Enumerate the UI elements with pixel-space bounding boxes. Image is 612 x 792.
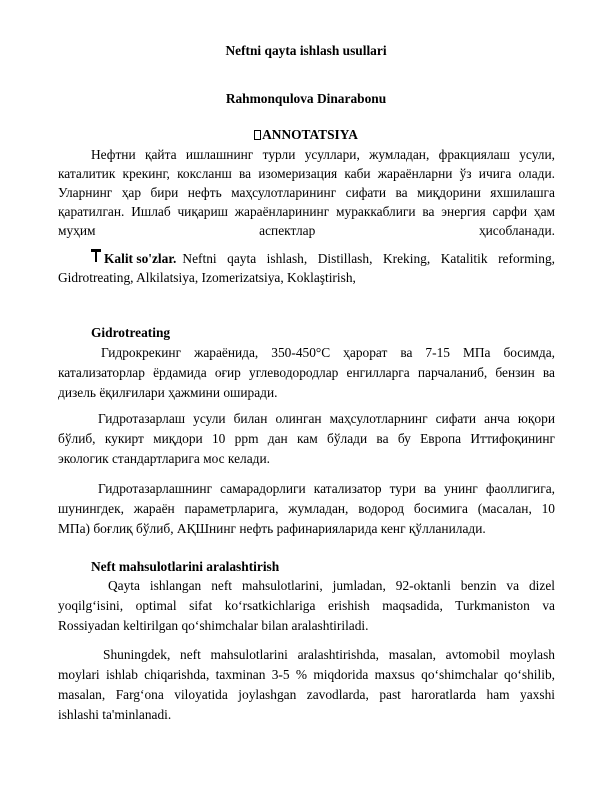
document-title: Neftni qayta ishlash usullari [225,43,387,58]
section-heading-aralashtirish: Neft mahsulotlarini aralashtirish [91,559,280,574]
annotation-last-line [58,221,555,240]
annotation-heading: ANNOTATSIYA [262,127,358,142]
paragraph-line: Qayta ishlangan neft mahsulotlarini, jumladan, 92-oktanli benzin va dizel [108,578,555,593]
paragraph-line: moylari ishlab chiqarishda, taxminan 3-5 % miqdorida maxsus qo‘shimchalar qo‘shilib, [58,667,555,682]
paragraph-line: Shuningdek, neft mahsulotlarini aralashtirishda, masalan, avtomobil moylash [103,647,555,662]
section-heading-gidrotreating: Gidrotreating [91,325,171,340]
paragraph-line: катализаторлар ёрдамида оғир углеводородлар енгилларга парчаланиб, бензин ва [58,365,555,380]
paragraph-line: masalan, Farg‘ona viloyatida joylashgan zavodlarda, past haroratlarda ham yaxshi [58,687,555,702]
keywords-list-continued: Gidrotreating, Alkilatsiya, Izomerizatsiya, Koklaştirish, [58,270,356,285]
paragraph-line: yoqilg‘isini, optimal sifat ko‘rsatkichlariga erishish maqsadida, Turkmaniston va [58,598,555,613]
paragraph-line: бўлиб, кукирт миқдори 10 ppm дан кам бўлади ва бу Европа Иттифоқининг [58,431,555,446]
pushpin-icon [91,249,101,262]
author-name: Rahmonqulova Dinarabonu [225,91,387,106]
paragraph-line: экологик стандартларига мос келади. [58,451,270,466]
paragraph-line: дизель ёқилғилари ҳажмини оширади. [58,385,278,400]
missing-glyph-icon [254,130,261,140]
paragraph-line: ishlashi ta'minlanadi. [58,707,172,722]
annotation-line: қаратилган. Ишлаб чиқариш жараёнларининг мураккаблиги ва энергия сарфи ҳам [58,204,555,219]
paragraph-line: Гидрокрекинг жараёнида, 350-450°С ҳарорат ва 7-15 МПа босимда, [101,345,555,360]
annotation-word: муҳим [58,223,96,238]
keywords-line [91,249,555,268]
paragraph-line: МПа) боғлиқ бўлиб, АҚШнинг нефть рафинарияларида кенг қўлланилади. [58,521,486,536]
annotation-heading-row [0,125,612,144]
annotation-line: Нефтни қайта ишлашнинг турли усуллари, жумладан, фракциялаш усули, [91,147,555,162]
annotation-line: Уларнинг ҳар бири нефть маҳсулотларининг сифати ва миқдорини яхшилашга [58,185,555,200]
paragraph-line: Гидротазарлаш усули билан олинган маҳсулотларнинг сифати анча юқори [98,411,555,426]
annotation-line: каталитик крекинг, коксланш ва изомеризация каби жараёнларни ўз ичига олади. [58,166,555,181]
paragraph-line: шунингдек, жараён параметрларига, жумладан, водород босимига (масалан, 10 [58,501,555,516]
paragraph-line: Rossiyadan keltirilgan qo‘shimchalar bilan aralashtiriladi. [58,618,369,633]
paragraph-line: Гидротазарлашнинг самарадорлиги катализатор тури ва унинг фаоллигига, [98,481,555,496]
annotation-word: ҳисобланади. [478,223,555,238]
keywords-list: Neftni qayta ishlash, Distillash, Kreking, Katalitik reforming, [182,251,555,266]
annotation-word: аспектлар [259,223,316,238]
keywords-label: Kalit so'zlar. [104,251,177,266]
